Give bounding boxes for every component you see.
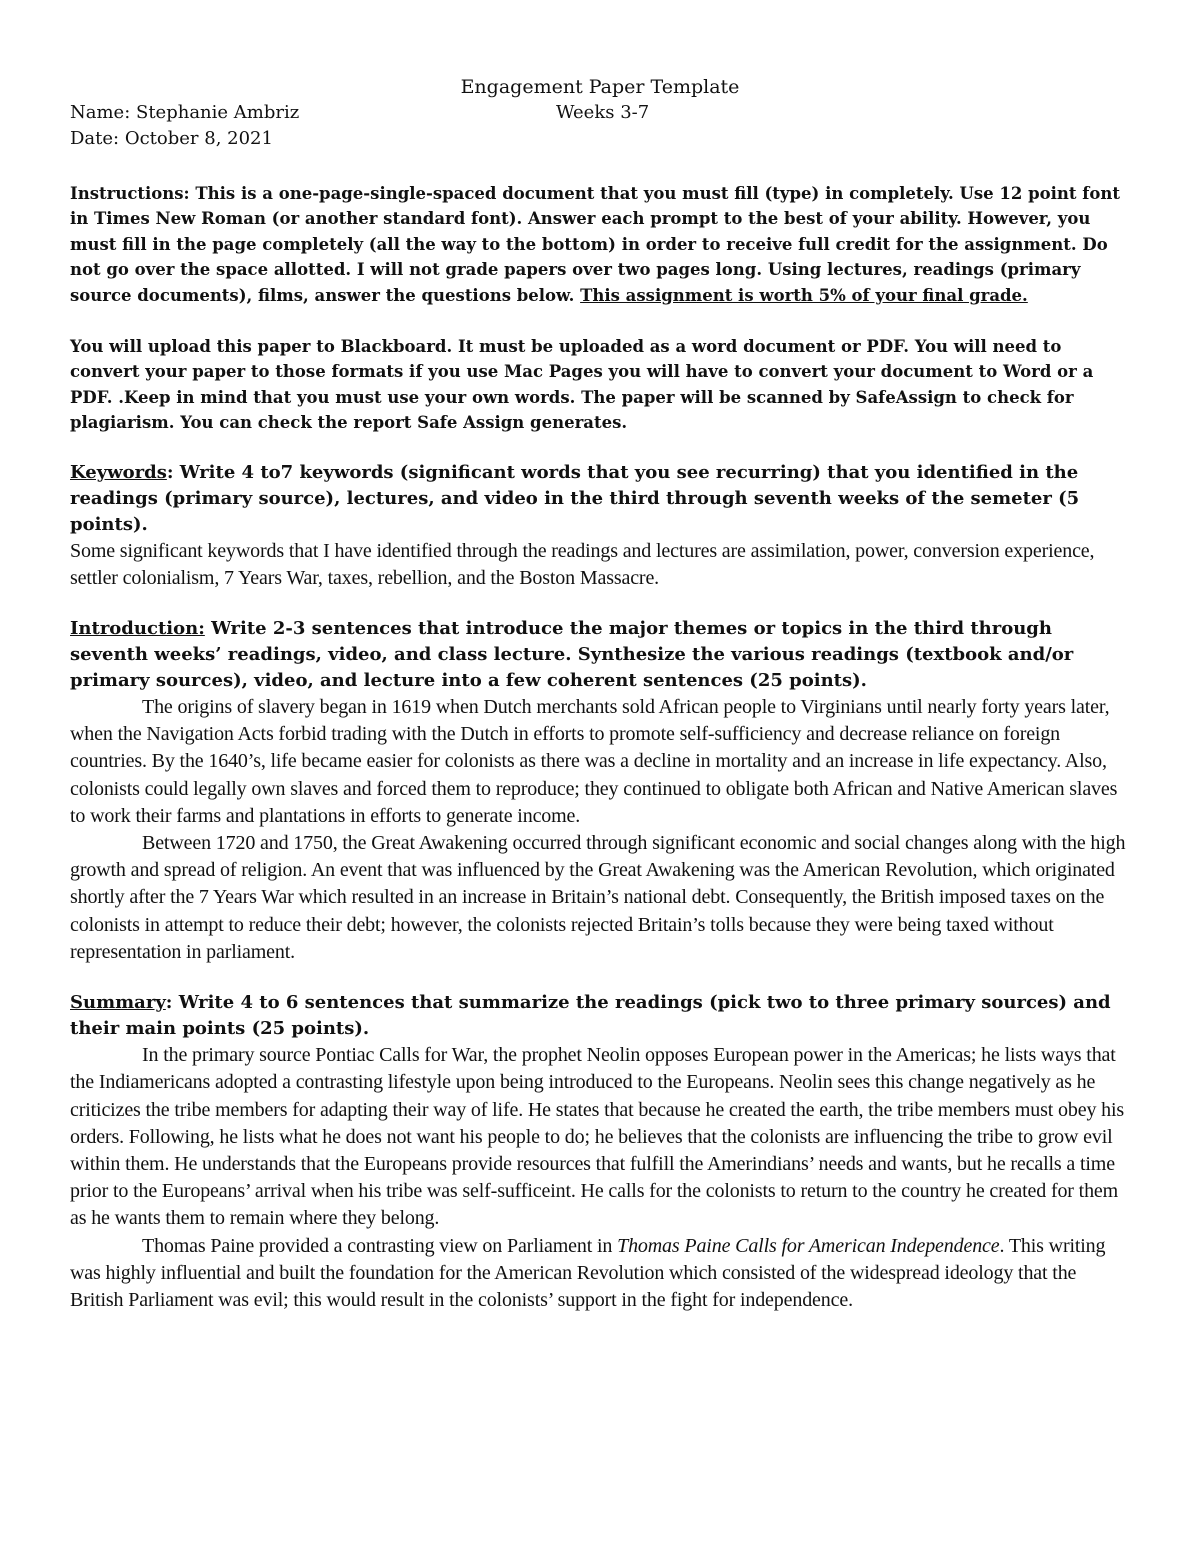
keywords-prompt bbox=[70, 460, 1130, 538]
instructions-block bbox=[70, 181, 1130, 308]
weeks-label: Weeks 3-7 bbox=[556, 102, 650, 123]
introduction-prompt-text: Write 2-3 sentences that introduce the major themes or topics in the third through seventh weeks’ readings, video, and class lecture. Synthesize the various readings (textbook and/or primary sources), video, and lecture into a few coherent sentences (25 points). bbox=[70, 618, 1074, 692]
summary-paragraph-1: In the primary source Pontiac Calls for War, the prophet Neolin opposes European power in the Americas; he lists ways that the Indiamericans adopted a contrasting lifestyle upon being introduced to the Europeans. Neolin sees this change negatively as he criticizes the tribe members for adapting their way of life. He states that because he created the earth, the tribe members must obey his orders. Following, he lists what he does not want his people to do; he believes that the colonists are influencing the tribe to grow evil within them. He understands that the Europeans provide resources that fulfill the Amerindians’ needs and wants, but he recalls a time prior to the Europeans’ arrival when his tribe was self-sufficeint. He calls for the colonists to return to the country he created for them as he wants them to remain where they belong. bbox=[70, 1044, 1125, 1230]
instructions-text: Instructions: This is a one-page-single-spaced document that you must fill (type) in completely. Use 12 point font in Times New Roman (or another standard font). Answer each prompt to the best of your ability. However, you must fill in the page completely (all the way to the bottom) in order to receive full credit for the assignment. Do not go over the space allotted. I will not grade papers over two pages long. Using lectures, readings (primary source documents), films, answer the questions below. bbox=[70, 184, 1121, 305]
summary-paragraph-2-start: Thomas Paine provided a contrasting view on Parliament in bbox=[142, 1234, 618, 1257]
keywords-prompt-text: : Write 4 to7 keywords (significant words that you see recurring) that you identified in the readings (primary source), lectures, and video in the third through seventh weeks of the semeter (5 points). bbox=[70, 461, 1080, 535]
introduction-paragraph-1: The origins of slavery began in 1619 when Dutch merchants sold African people to Virginians until nearly forty years later, when the Navigation Acts forbid trading with the Dutch in efforts to promote self-sufficiency and decrease reliance on foreign countries. By the 1640’s, life became easier for colonists as there was a decline in mortality and an increase in life expectancy. Also, colonists could legally own slaves and forced them to reproduce; they continued to obligate both African and Native American slaves to work their farms and plantations in efforts to generate income. bbox=[70, 696, 1118, 827]
document-title: Engagement Paper Template bbox=[460, 76, 740, 98]
summary-paragraph-2-rest: . This writing was highly influential and built the foundation for the American Revolution which consisted of the widespread ideology that the British Parliament was evil; this would result in the colonists’ support in the fight for independence. bbox=[70, 1234, 1106, 1311]
introduction-paragraph-2: Between 1720 and 1750, the Great Awakening occurred through significant economic and social changes along with the high growth and spread of religion. An event that was influenced by the Great Awakening was the American Revolution, which originated shortly after the 7 Years War which resulted in an increase in Britain’s national debt. Consequently, the British imposed taxes on the colonists in attempt to reduce their debt; however, the colonists rejected Britain’s tolls because they were being taxed without representation in parliament. bbox=[70, 832, 1126, 963]
introduction-section bbox=[70, 616, 1130, 966]
submission-date: Date: October 8, 2021 bbox=[70, 128, 273, 149]
source-title: Thomas Paine Calls for American Independence bbox=[617, 1234, 1000, 1257]
grade-weight-note: This assignment is worth 5% of your final grade. bbox=[580, 285, 1028, 305]
document-page bbox=[70, 74, 1130, 1314]
summary-paragraph-2 bbox=[70, 1233, 1130, 1315]
keywords-section bbox=[70, 460, 1130, 592]
summary-section bbox=[70, 990, 1130, 1314]
summary-label: Summary bbox=[70, 992, 166, 1014]
introduction-label: Introduction: bbox=[70, 618, 205, 640]
summary-prompt-text: : Write 4 to 6 sentences that summarize the readings (pick two to three primary sources) and their main points (25 points). bbox=[70, 992, 1111, 1040]
keywords-label: Keywords bbox=[70, 461, 167, 483]
summary-prompt bbox=[70, 990, 1130, 1042]
introduction-prompt bbox=[70, 616, 1130, 694]
keywords-answer: Some significant keywords that I have identified through the readings and lectures are assimilation, power, conversion experience, settler colonialism, 7 Years War, taxes, rebellion, and the Boston Massacre. bbox=[70, 539, 1095, 589]
date-row bbox=[70, 126, 1130, 152]
student-name: Name: Stephanie Ambriz bbox=[70, 102, 300, 123]
name-row bbox=[70, 100, 1130, 126]
upload-instructions: You will upload this paper to Blackboard. It must be uploaded as a word document or PDF. You will need to convert your paper to those formats if you use Mac Pages you will have to convert your document to Word or a PDF. .Keep in mind that you must use your own words. The paper will be scanned by SafeAssign to check for plagiarism. You can check the report Safe Assign generates. bbox=[70, 337, 1094, 433]
